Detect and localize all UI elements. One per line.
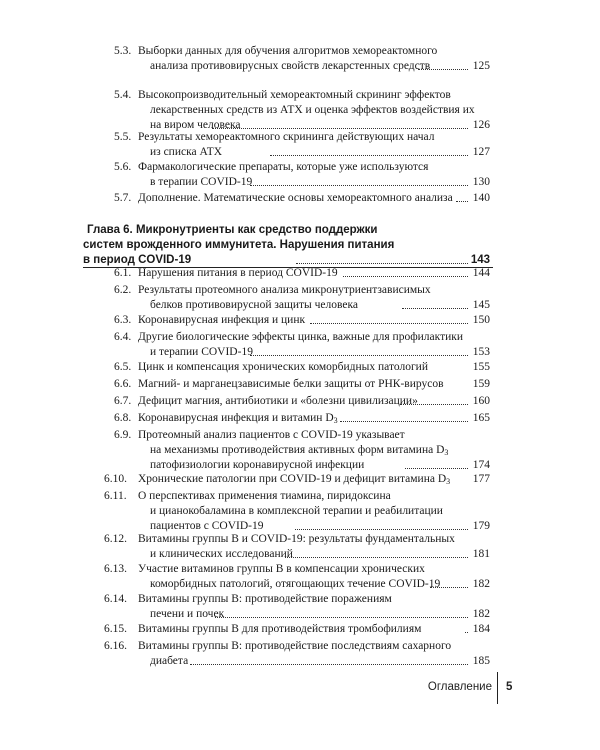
toc-entry-number: 5.5. xyxy=(114,131,132,143)
toc-page-number: 182 xyxy=(472,608,490,620)
toc-page-number: 185 xyxy=(472,655,490,667)
toc-entry-number: 6.1. xyxy=(114,267,132,279)
toc-entry-title-line: пациентов с COVID-19 xyxy=(150,520,264,532)
toc-entry-title-line: Коронавирусная инфекция и витамин $D_3$ xyxy=(138,412,338,425)
footer-divider xyxy=(497,672,498,704)
dot-leader xyxy=(285,547,468,558)
toc-page-number: 177 xyxy=(472,473,490,485)
toc-entry-title-line: в терапии COVID-19 xyxy=(150,176,253,188)
dot-leader xyxy=(215,607,468,618)
toc-entry-title-line: Выборки данных для обучения алгоритмов хемореактомного xyxy=(138,45,438,57)
toc-entry-title-line: лекарственных средств из АТХ и оценка эффектов воздействия их xyxy=(150,104,475,116)
toc-entry-title-line: Магний- и марганецзависимые белки защиты от РНК-вирусов xyxy=(138,378,444,390)
dot-leader xyxy=(405,458,468,469)
toc-entry-number: 6.13. xyxy=(104,563,127,575)
toc-entry-title-line: белков противовирусной защиты человека xyxy=(150,299,358,311)
toc-entry-title-line: из списка АТХ xyxy=(150,146,223,158)
chapter-title-line: систем врожденного иммунитета. Нарушения питания xyxy=(83,239,395,251)
toc-entry-number: 5.7. xyxy=(114,192,132,204)
toc-entry-number: 6.2. xyxy=(114,284,132,296)
toc-entry-title-line: Высокопроизводительный хемореактомный скрининг эффектов xyxy=(138,89,451,101)
toc-entry-number: 6.8. xyxy=(114,412,132,424)
page-number: 5 xyxy=(506,681,513,693)
dot-leader xyxy=(430,577,468,588)
toc-entry-title-line: Участие витаминов группы В в компенсации хронических xyxy=(138,563,425,575)
dot-leader xyxy=(190,654,468,665)
chapter-title-line: в период COVID-19 xyxy=(83,254,192,266)
dot-leader xyxy=(212,118,468,129)
dot-leader xyxy=(250,175,468,186)
toc-entry-number: 6.10. xyxy=(104,473,127,485)
dot-leader xyxy=(270,145,468,156)
dot-leader xyxy=(295,519,468,530)
toc-entry-number: 6.7. xyxy=(114,395,132,407)
toc-entry-title-line: Результаты протеомного анализа микронутриентзависимых xyxy=(138,284,431,296)
toc-entry-number: 5.4. xyxy=(114,89,132,101)
toc-page-number: 184 xyxy=(472,623,490,635)
dot-leader xyxy=(465,622,468,633)
toc-entry-number: 6.6. xyxy=(114,378,132,390)
dot-leader xyxy=(418,59,468,70)
toc-page-number: 127 xyxy=(472,146,490,158)
toc-entry-title-line: Другие биологические эффекты цинка, важные для профилактики xyxy=(138,331,464,343)
toc-entry-title-line: диабета xyxy=(150,655,189,667)
toc-entry-number: 6.5. xyxy=(114,361,132,373)
toc-page-number: 126 xyxy=(472,119,490,131)
toc-page-number: 153 xyxy=(472,346,490,358)
toc-entry-number: 6.9. xyxy=(114,429,132,441)
toc-entry-number: 6.16. xyxy=(104,640,127,652)
toc-entry-title-line: на виром человека xyxy=(150,119,241,131)
toc-page-number: 159 xyxy=(472,378,490,390)
toc-entry-title-line: на механизмы противодействия активных форм витамина $D_3$ xyxy=(150,444,449,457)
dot-leader xyxy=(456,191,468,202)
toc-entry-number: 6.12. xyxy=(104,533,127,545)
toc-page-number: 181 xyxy=(472,548,490,560)
toc-entry-number: 6.14. xyxy=(104,593,127,605)
toc-entry-number: 6.4. xyxy=(114,331,132,343)
toc-page-number: 179 xyxy=(472,520,490,532)
toc-page-number: 182 xyxy=(472,578,490,590)
toc-page-number: 165 xyxy=(472,412,490,424)
toc-page-number: 144 xyxy=(472,267,490,279)
toc-entry-number: 6.11. xyxy=(104,490,127,502)
toc-page-number: 125 xyxy=(472,60,490,72)
toc-entry-title-line: Витамины группы В: противодействие последствиям сахарного xyxy=(138,640,452,652)
toc-entry-title-line: Витамины группы В для противодействия тромбофилиям xyxy=(138,623,422,635)
chapter-title-line: Глава 6. Микронутриенты как средство поддержки xyxy=(87,224,378,236)
toc-page-number: 150 xyxy=(472,314,490,326)
toc-entry-number: 6.3. xyxy=(114,314,132,326)
toc-entry-number: 6.15. xyxy=(104,623,127,635)
toc-entry-title-line: Витамины группы В: противодействие поражениям xyxy=(138,593,392,605)
toc-entry-title-line: Цинк и компенсация хронических коморбидных патологий xyxy=(138,361,428,373)
toc-page-number: 140 xyxy=(472,192,490,204)
toc-entry-title-line: Дефицит магния, антибиотики и «болезни цивилизации» xyxy=(138,395,418,407)
running-footer-label: Оглавление xyxy=(427,681,492,693)
dot-leader xyxy=(250,345,468,356)
toc-entry-title-line: Результаты хемореактомного скрининга действующих начал xyxy=(138,131,435,143)
dot-leader xyxy=(343,266,468,277)
dot-leader xyxy=(296,253,468,264)
toc-entry-title-line: патофизиологии коронавирусной инфекции xyxy=(150,459,365,471)
toc-entry-title-line: О перспективах применения тиамина, пиридоксина xyxy=(138,490,391,502)
toc-page-number: 145 xyxy=(472,299,490,311)
toc-page-number: 174 xyxy=(472,459,490,471)
toc-entry-title-line: печени и почек xyxy=(150,608,225,620)
toc-entry-number: 5.3. xyxy=(114,45,132,57)
toc-entry-title-line: Протеомный анализ пациентов с COVID-19 указывает xyxy=(138,429,405,441)
toc-page-number: 143 xyxy=(470,254,490,266)
dot-leader xyxy=(400,394,468,405)
toc-entry-title-line: и цианокобаламина в комплексной терапии и реабилитации xyxy=(150,505,443,517)
toc-entry-title-line: и терапии COVID-19 xyxy=(150,346,253,358)
dot-leader xyxy=(310,313,468,324)
toc-entry-title-line: и клинических исследований xyxy=(150,548,293,560)
toc-page-number: 130 xyxy=(472,176,490,188)
toc-entry-title-line: Дополнение. Математические основы хемореактомного анализа xyxy=(138,192,453,204)
dot-leader xyxy=(340,411,468,422)
toc-entry-title-line: Нарушения питания в период COVID-19 xyxy=(138,267,338,279)
toc-entry-title-line: Фармакологические препараты, которые уже используются xyxy=(138,161,429,173)
toc-entry-number: 5.6. xyxy=(114,161,132,173)
toc-entry-title-line: анализа противовирусных свойств лекарстенных средств xyxy=(150,60,431,72)
toc-page-number: 160 xyxy=(472,395,490,407)
toc-entry-title-line: коморбидных патологий, отягощающих течение COVID-19 xyxy=(150,578,441,590)
dot-leader xyxy=(402,298,468,309)
toc-entry-title-line: Коронавирусная инфекция и цинк xyxy=(138,314,306,326)
toc-entry-title-line: Витамины группы В и COVID-19: результаты фундаментальных xyxy=(138,533,455,545)
toc-entry-title-line: Хронические патологии при COVID-19 и дефицит витамина $D_3$ xyxy=(138,473,451,486)
toc-page-number: 155 xyxy=(472,361,490,373)
